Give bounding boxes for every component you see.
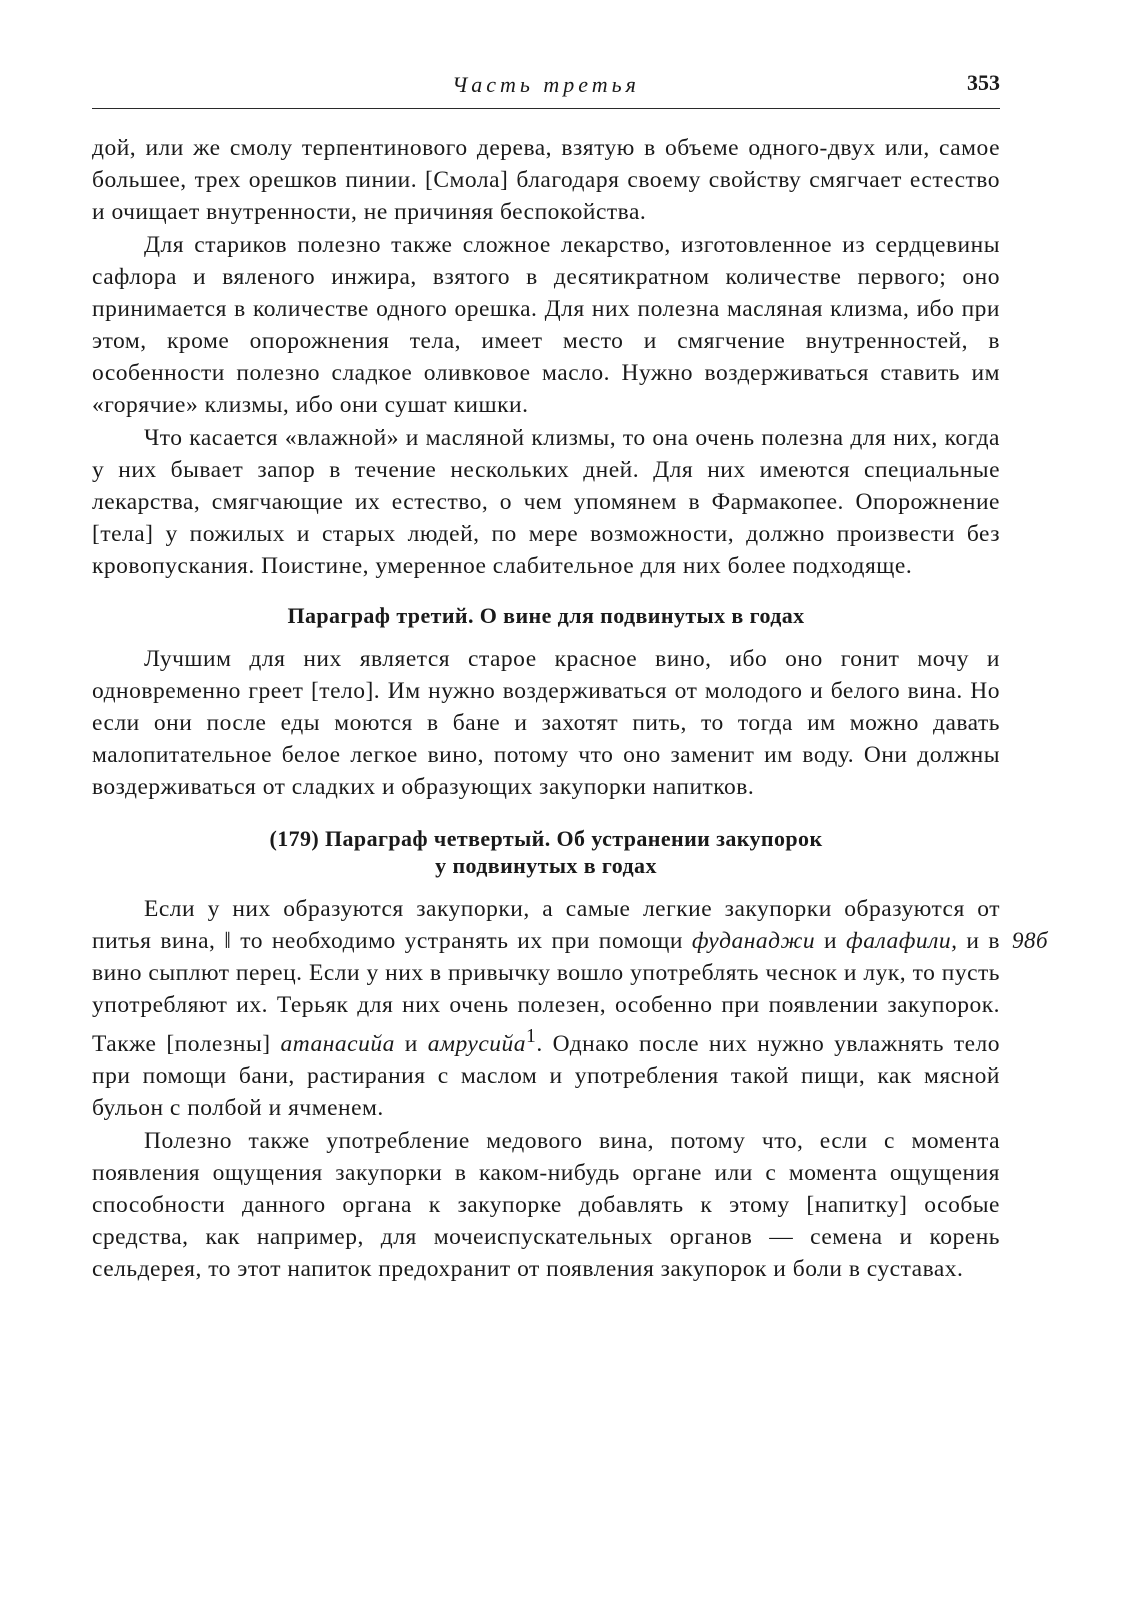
term-falafili: фалафили, xyxy=(846,928,958,954)
section-heading-line1: (179) Параграф четвертый. Об устранении закупорок xyxy=(269,826,823,851)
section-heading-obstructions xyxy=(92,825,1000,879)
footnote-ref: 1 xyxy=(526,1026,537,1047)
text-run: . Однако после них нужно увлажнять тело при помощи бани, растирания с маслом и употребления такой пищи, как мясной бульон с полбой и ячменем. xyxy=(92,1030,1001,1121)
page-number: 353 xyxy=(967,70,1000,95)
text-run: и xyxy=(394,1030,428,1057)
running-title: Часть третья xyxy=(452,72,640,97)
term-atanasiya: атанасийа xyxy=(280,1030,395,1057)
paragraph-elderly-remedies: Для стариков полезно также сложное лекарство, изготовленное из сердцевины сафлора и вяленого инжира, взятого в десятикратном количестве первого; оно принимается в количестве одного орешка. Для них полезна масляная клизма, ибо при этом, кроме опорожнения тела, имеет место и смягчение внутренностей, в особенности полезно сладкое оливковое масло. Нужно воздерживаться ставить им «горячие» клизмы, ибо они сушат кишки. xyxy=(92,232,1000,418)
paragraph-enema: Что касается «влажной» и масляной клизмы, то она очень полезна для них, когда у них бывает запор в течение нескольких дней. Для них имеются специальные лекарства, смягчающие их естество, о чем упомянем в Фармакопее. Опорожнение [тела] у пожилых и старых людей, по мере возможности, должно произвести без кровопускания. Поистине, умеренное слабительное для них более подходяще. xyxy=(92,425,1000,579)
paragraph-continued: дой, или же смолу терпентинового дерева, взятую в объеме одного-двух или, самое большее, трех орешков пинии. [Смола] благодаря своему свойству смягчает естество и очищает внутренности, не причиняя беспокойства. xyxy=(92,135,1000,225)
paragraph-obstructions xyxy=(92,893,1049,1124)
term-fudanadji: фуданаджи xyxy=(691,928,816,954)
term-amrusiya: амрусийа xyxy=(427,1030,527,1057)
text-run: Если у них образуются закупорки, а самые легкие закупорки образуются от питья вина, ‖ то необходимо устранять их при помощи xyxy=(92,896,1000,954)
text-run: и xyxy=(815,928,847,954)
section-heading-line2: у подвинутых в годах xyxy=(435,853,657,878)
book-page xyxy=(92,66,1049,1576)
text-run: и в вино сыплют перец. Если у них в привычку вошло употреблять чеснок и лук, то пусть употребляют их. Терьяк для них очень полезен, особенно при появлении закупорок. Также [полезны] xyxy=(92,928,1000,1057)
paragraph-honey-wine: Полезно также употребление медового вина, потому что, если с момента появления ощущения закупорки в каком-нибудь органе или с момента ощущения способности данного органа к закупорке добавлять к этому [напитку] особые средства, как например, для мочеиспускательных органов — семена и корень сельдерея, то этот напиток предохранит от появления закупорок и боли в суставах. xyxy=(92,1127,1000,1282)
margin-folio-note: 98б xyxy=(1012,928,1049,953)
paragraph-wine: Лучшим для них является старое красное вино, ибо оно гонит мочу и одновременно греет [тело]. Им нужно воздерживаться от молодого и белого вина. Но если они после еды моются в бане и захотят пить, то тогда им можно давать малопитательное белое легкое вино, потому что оно заменит им воду. Они должны воздерживаться от сладких и образующих закупорки напитков. xyxy=(92,646,1000,800)
body-text xyxy=(92,132,1049,1285)
running-header xyxy=(92,66,1000,109)
section-heading-wine: Параграф третий. О вине для подвинутых в годах xyxy=(287,603,805,628)
